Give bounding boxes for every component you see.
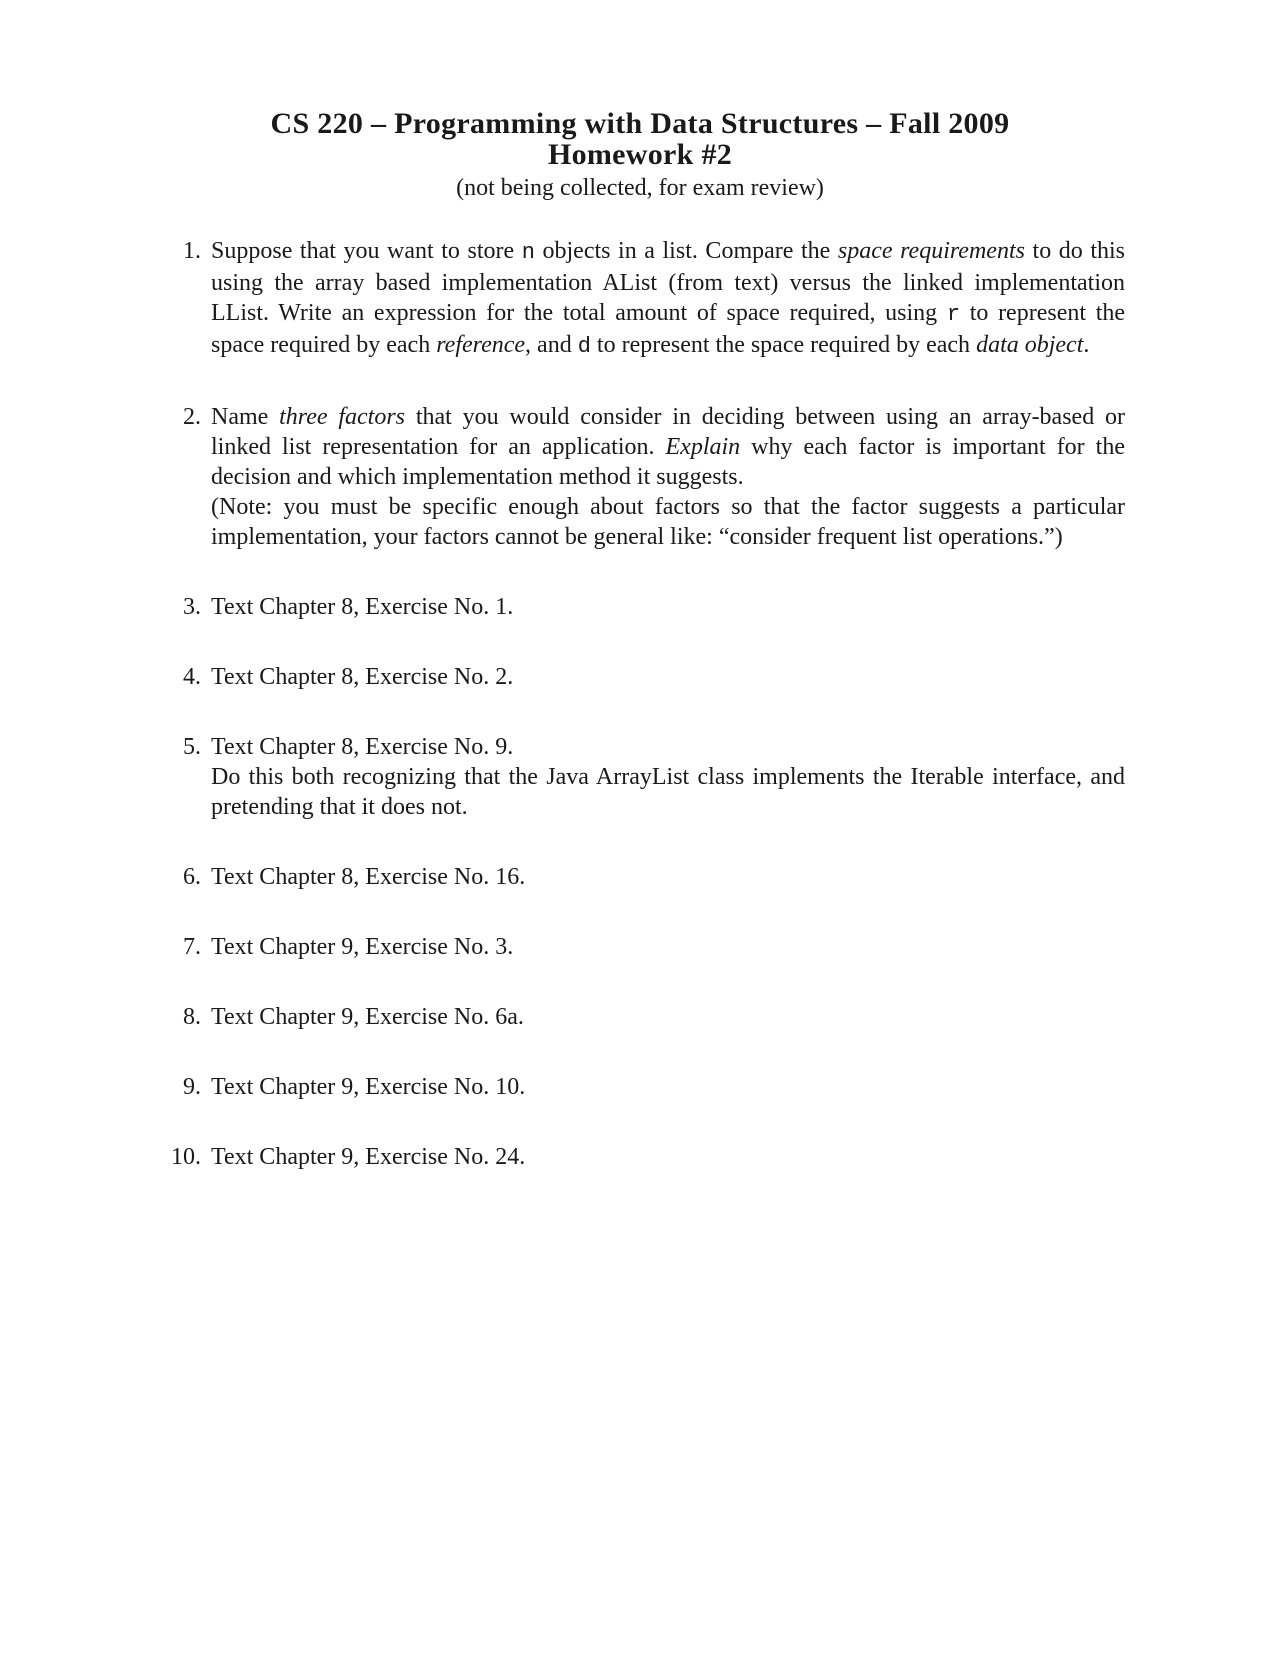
homework-title: Homework #2: [547, 138, 733, 171]
document-header: [0, 108, 1280, 203]
problem-item-10: [171, 1142, 1125, 1172]
problem-text: Text Chapter 9, Exercise No. 6a.: [211, 1004, 524, 1030]
problem-list: [0, 236, 1280, 1212]
problem-number: 5.: [183, 734, 201, 760]
problem-number: 1.: [183, 238, 201, 264]
problem-item-1: [183, 236, 1126, 362]
problem-text: Text Chapter 8, Exercise No. 2.: [211, 664, 514, 690]
problem-number: 10.: [171, 1144, 201, 1170]
problem-text: Suppose that you want to store n objects in a list. Compare the space requirements to do this using the array based implementation AList (from text) versus the linked implementation LList. Write an expression for the total amount of space required, using r to represent the space required by each reference, and d to represent the space required by each data object.: [211, 238, 1126, 359]
problem-note: Do this both recognizing that the Java ArrayList class implements the Iterable interface, and pretending that it does not.: [211, 764, 1125, 820]
problem-text: Name three factors that you would consider in deciding between using an array-based or linked list representation for an application. Explain why each factor is important for the decision and which implementation method it suggests.: [211, 404, 1125, 490]
problem-text: Text Chapter 8, Exercise No. 16.: [211, 864, 526, 890]
problem-item-9: [183, 1072, 1125, 1102]
problem-item-7: [183, 932, 1125, 962]
problem-item-2: [183, 402, 1125, 552]
problem-number: 8.: [183, 1004, 201, 1030]
problem-item-8: [183, 1002, 1125, 1032]
problem-text: Text Chapter 9, Exercise No. 24.: [211, 1144, 526, 1170]
problem-item-5: [183, 732, 1125, 822]
problem-number: 3.: [183, 594, 201, 620]
problem-item-4: [183, 662, 1125, 692]
problem-item-6: [183, 862, 1125, 892]
problem-number: 7.: [183, 934, 201, 960]
homework-note: (not being collected, for exam review): [456, 175, 824, 201]
problem-number: 9.: [183, 1074, 201, 1100]
course-title: CS 220 – Programming with Data Structures – Fall 2009: [270, 107, 1010, 140]
problem-number: 2.: [183, 404, 201, 430]
problem-text: Text Chapter 9, Exercise No. 3.: [211, 934, 514, 960]
problem-text: Text Chapter 9, Exercise No. 10.: [211, 1074, 526, 1100]
problem-text: Text Chapter 8, Exercise No. 1.: [211, 594, 514, 620]
problem-note: (Note: you must be specific enough about factors so that the factor suggests a particular implementation, your factors cannot be general like: “consider frequent list operations.”): [211, 494, 1125, 550]
problem-number: 6.: [183, 864, 201, 890]
problem-text: Text Chapter 8, Exercise No. 9.: [211, 734, 514, 760]
problem-number: 4.: [183, 664, 201, 690]
problem-item-3: [183, 592, 1125, 622]
